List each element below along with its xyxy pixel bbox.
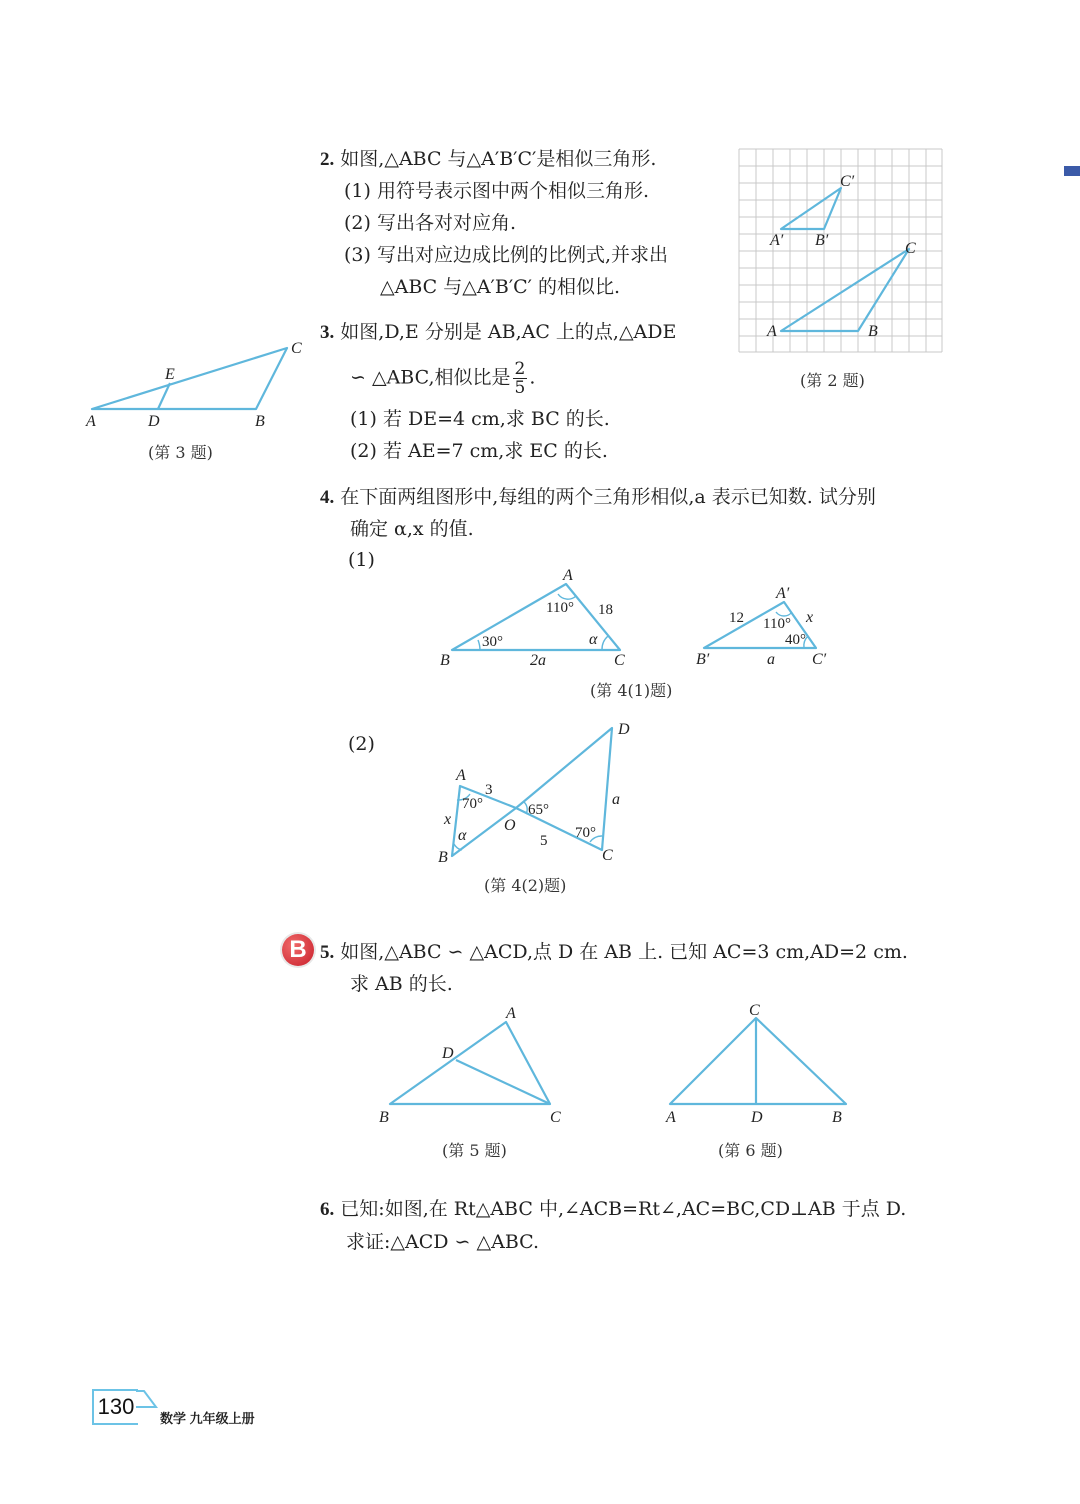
angle-a-prime: 110° xyxy=(763,616,791,632)
problem-3-q2: (2) 若 AE=7 cm,求 EC 的长. xyxy=(350,440,608,462)
page-number-corner xyxy=(136,1389,158,1425)
label-a: A xyxy=(767,323,777,340)
angle-o: 65° xyxy=(528,802,549,818)
problem-5-caption: (第 5 题) xyxy=(442,1141,507,1160)
problem-3-caption: (第 3 题) xyxy=(148,443,213,462)
label-b: B xyxy=(868,323,878,340)
side-tab-marker xyxy=(1064,166,1080,176)
label-c: C xyxy=(602,847,613,864)
label-b-prime: B′ xyxy=(815,232,829,249)
problem-5-stem-line1 xyxy=(320,939,908,966)
label-d: D xyxy=(751,1109,763,1126)
problem-6-text1: 已知:如图,在 Rt△ABC 中,∠ACB=Rt∠,AC=BC,CD⊥AB 于点 D. xyxy=(340,1198,907,1220)
problem-5-stem-line2: 求 AB 的长. xyxy=(350,973,453,995)
label-d: D xyxy=(618,721,630,738)
problem-4-part2: (2) xyxy=(348,733,375,755)
side-cd: a xyxy=(612,791,620,808)
problem-4-stem-line1 xyxy=(320,484,876,511)
page-number: 130 xyxy=(92,1389,138,1425)
side-oc: 5 xyxy=(540,833,548,849)
side-bc: 2a xyxy=(530,652,546,669)
problem-4-2-figure xyxy=(430,716,650,868)
label-d: D xyxy=(148,413,160,430)
problem-6-stem-line2: 求证:△ACD ∽ △ABC. xyxy=(346,1231,540,1253)
problem-6-caption: (第 6 题) xyxy=(718,1141,783,1160)
label-a-prime: A′ xyxy=(770,232,784,249)
label-a: A xyxy=(506,1005,516,1022)
problem-2-number: 2. xyxy=(320,149,335,170)
problem-3-text3: . xyxy=(529,366,536,389)
side-ac: 18 xyxy=(598,602,613,618)
triangle-abc xyxy=(670,1018,846,1104)
label-b: B xyxy=(379,1109,389,1126)
fraction-denominator: 5 xyxy=(514,378,526,398)
label-e: E xyxy=(165,366,175,383)
triangle-ocd xyxy=(516,728,612,850)
label-a: A xyxy=(456,767,466,784)
angle-c: 70° xyxy=(575,825,596,841)
side-ab: x xyxy=(444,811,452,828)
problem-4-1-figure xyxy=(436,564,836,674)
label-b: B xyxy=(438,849,448,866)
problem-5-number: 5. xyxy=(320,942,335,963)
label-c: C xyxy=(749,1002,760,1019)
problem-2-q3a: (3) 写出对应边成比例的比例式,并求出 xyxy=(344,244,668,266)
problem-3-stem-line2 xyxy=(350,360,535,397)
problem-6-stem-line1 xyxy=(320,1196,906,1223)
problem-6-figure xyxy=(660,1000,860,1130)
problem-3-stem-line1 xyxy=(320,319,676,346)
label-a-prime: A′ xyxy=(776,585,790,602)
label-a: A xyxy=(563,567,573,584)
label-b-prime: B′ xyxy=(696,651,710,668)
problem-2-caption: (第 2 题) xyxy=(800,371,865,390)
side-a1c1: x xyxy=(806,609,814,626)
problem-4-2-caption: (第 4(2)题) xyxy=(484,876,567,895)
problem-3-q1: (1) 若 DE=4 cm,求 BC 的长. xyxy=(350,408,610,430)
label-c-prime: C′ xyxy=(840,173,855,190)
problem-3-text1: 如图,D,E 分别是 AB,AC 上的点,△ADE xyxy=(340,321,677,343)
label-c: C xyxy=(550,1109,561,1126)
problem-4-part1: (1) xyxy=(348,549,375,571)
label-d: D xyxy=(442,1045,454,1062)
problem-4-text1: 在下面两组图形中,每组的两个三角形相似,a 表示已知数. 试分别 xyxy=(340,486,876,508)
problem-2-q2: (2) 写出各对对应角. xyxy=(344,212,516,234)
problem-2-grid-figure xyxy=(738,148,944,354)
level-b-badge: B xyxy=(282,934,314,966)
label-b: B xyxy=(832,1109,842,1126)
problem-3-number: 3. xyxy=(320,322,335,343)
problem-5-text1: 如图,△ABC ∽ △ACD,点 D 在 AB 上. 已知 AC=3 cm,AD=2 cm. xyxy=(340,941,908,963)
problem-4-number: 4. xyxy=(320,487,335,508)
problem-5-figure xyxy=(370,1000,580,1130)
problem-2-text: 如图,△ABC 与△A′B′C′是相似三角形. xyxy=(340,148,657,170)
problem-4-stem-line2: 确定 α,x 的值. xyxy=(350,518,474,540)
problem-3-figure xyxy=(80,336,310,432)
label-a: A xyxy=(86,413,96,430)
label-c: C xyxy=(614,652,625,669)
problem-4-1-caption: (第 4(1)题) xyxy=(590,681,673,700)
problem-3-text2: ∽ △ABC,相似比是 xyxy=(350,366,511,389)
label-b: B xyxy=(440,652,450,669)
segment-cd xyxy=(456,1060,550,1104)
angle-c: α xyxy=(589,631,598,648)
angle-b: α xyxy=(458,827,467,844)
problem-2-q3b: △ABC 与△A′B′C′ 的相似比. xyxy=(380,276,621,298)
label-o: O xyxy=(504,817,516,834)
problem-2-stem xyxy=(320,146,656,173)
problem-2-q1: (1) 用符号表示图中两个相似三角形. xyxy=(344,180,649,202)
angle-b: 30° xyxy=(482,634,503,650)
side-ao: 3 xyxy=(485,782,493,798)
angle-a: 70° xyxy=(462,796,483,812)
label-c: C xyxy=(291,340,302,357)
side-b1c1: a xyxy=(767,651,775,668)
label-c: C xyxy=(905,240,916,257)
problem-6-number: 6. xyxy=(320,1199,335,1220)
label-b: B xyxy=(255,413,265,430)
triangle-abc xyxy=(92,348,287,409)
angle-a: 110° xyxy=(546,600,574,616)
label-c-prime: C′ xyxy=(812,651,827,668)
fraction-numerator: 2 xyxy=(514,359,526,379)
ratio-fraction xyxy=(513,360,528,397)
label-a: A xyxy=(666,1109,676,1126)
side-a1b1: 12 xyxy=(729,610,744,626)
footer-book-title: 数学 九年级上册 xyxy=(160,1411,255,1426)
angle-c-prime: 40° xyxy=(785,632,806,648)
